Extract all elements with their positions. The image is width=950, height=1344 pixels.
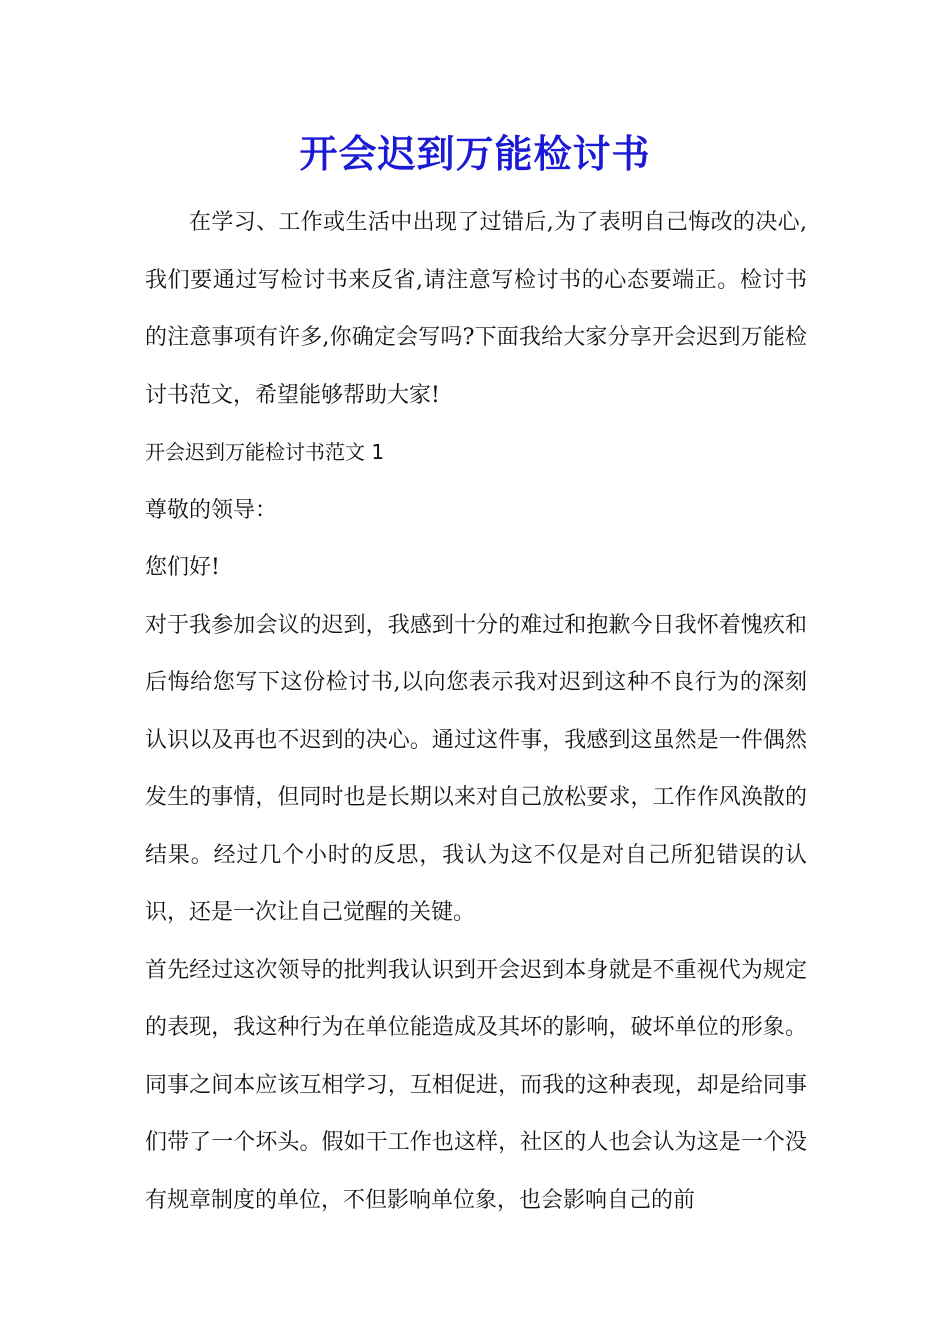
greeting: 您们好! <box>145 555 220 580</box>
document-body <box>145 194 807 1229</box>
salutation: 尊敬的领导： <box>145 497 278 523</box>
body-paragraph-1: 对于我参加会议的迟到，我感到十分的难过和抱歉今日我怀着愧疚和后悔给您写下这份检讨书,以向您表示我对迟到这种不良行为的深刻认识以及再也不迟到的决心。通过这件事，我感到这虽然是一件偶然发生的事情，但同时也是长期以来对自己放松要求，工作作风涣散的结果。经过几个小时的反思，我认为这不仅是对自己所犯错误的认识，还是一次让自己觉醒的关键。 <box>145 612 807 925</box>
body-paragraph-2: 首先经过这次领导的批判我认识到开会迟到本身就是不重视代为规定的表现，我这种行为在单位能造成及其坏的影响，破坏单位的形象。同事之间本应该互相学习，互相促进，而我的这种表现，却是给同事们带了一个坏头。假如干工作也这样，社区的人也会认为这是一个没有规章制度的单位，不但影响单位象，也会影响自己的前 <box>145 957 807 1213</box>
intro-paragraph: 在学习、工作或生活中出现了过错后,为了表明自己悔改的决心,我们要通过写检讨书来反省,请注意写检讨书的心态要端正。检讨书的注意事项有许多,你确定会写吗?下面我给大家分享开会迟到万能检讨书范文，希望能够帮助大家! <box>145 210 807 408</box>
document-title: 开会迟到万能检讨书 <box>299 131 651 176</box>
section-heading: 开会迟到万能检讨书范文 1 <box>145 440 385 464</box>
